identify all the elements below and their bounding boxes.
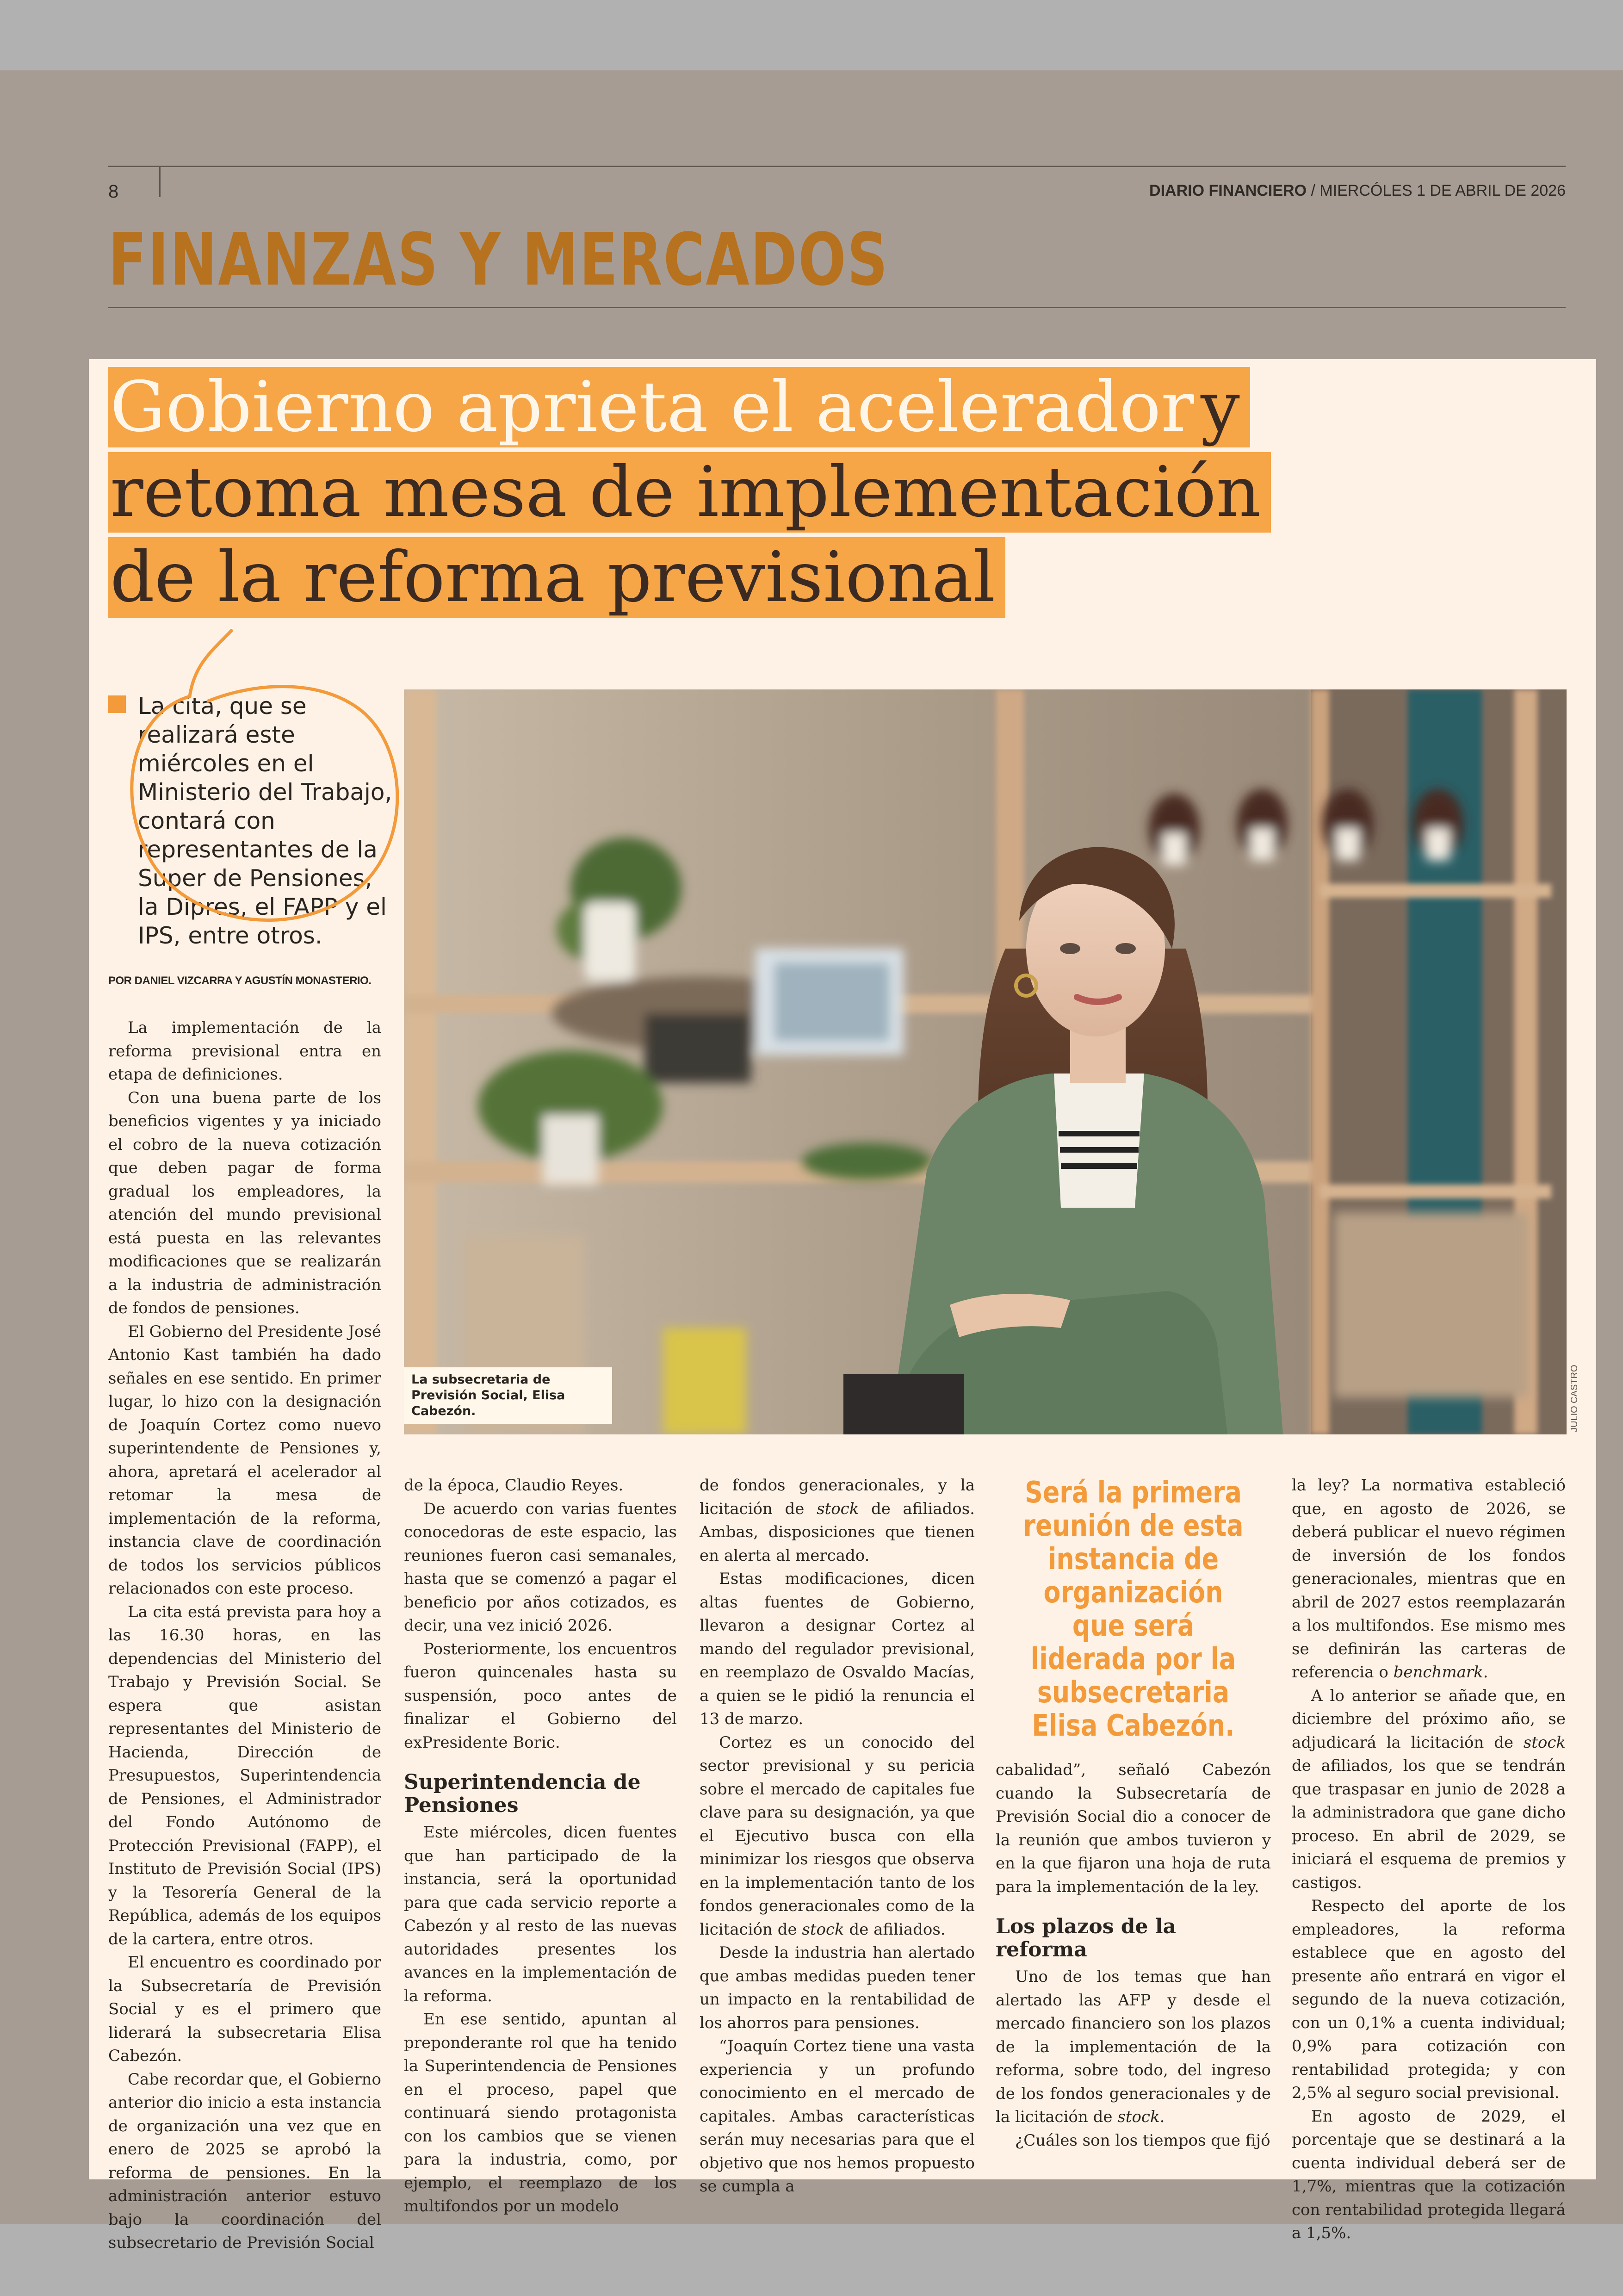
paragraph: ¿Cuáles son los tiempos que fijó xyxy=(1015,2131,1270,2150)
byline: POR DANIEL VIZCARRA Y AGUSTÍN MONASTERIO. xyxy=(108,974,372,987)
section-title: FINANZAS Y MERCADOS xyxy=(108,217,889,302)
header-rule-top xyxy=(108,166,1566,167)
hand-drawn-circle-icon xyxy=(102,627,426,960)
page-number-divider xyxy=(159,166,161,197)
paragraph: Respecto del aporte de los empleadores, la reforma establece que en agosto del presente año entrará en vigor el segundo de la nueva cotización, con un 0,1% a cuenta individual; 0,9% para cotización con rentabilidad protegida; y con 2,5% al seguro social previsional. xyxy=(1292,1897,1566,2102)
paragraph: En ese sentido, apuntan al preponderante rol que ha tenido la Superintendencia de Pensiones en el proceso, papel que continuará siendo protagonista con los cambios que se vienen para la industria, como, por ejemplo, el reemplazo de los multifondos por un modelo xyxy=(404,2010,677,2215)
headline-line-3 xyxy=(108,538,1357,623)
text-run-italic: stock xyxy=(817,1499,859,1518)
masthead-date: / MIERCÓLES 1 DE ABRIL DE 2026 xyxy=(1307,182,1566,199)
paragraph: En agosto de 2029, el porcentaje que se destinará a la cuenta individual deberá ser de 1,7%, mientras que la cotización con rentabilidad protegida llegará a 1,5%. xyxy=(1292,2107,1566,2242)
paragraph: La cita está prevista para hoy a las 16.30 horas, en las dependencias del Ministerio del Trabajo y Previsión Social. Se espera que asistan representantes del Ministerio de Hacienda, Dirección de Presupuestos, Superintendencia de Pensiones, el Administrador del Fondo Autónomo de Protección Previsional (FAPP), el Instituto de Previsión Social (IPS) y la Tesorería General de la República, además de los equipos de la cartera, entre otros. xyxy=(108,1602,381,1948)
article-column-5 xyxy=(1292,1474,1566,2245)
masthead-brand: DIARIO FINANCIERO xyxy=(1149,182,1307,199)
page-number: 8 xyxy=(108,181,119,202)
text-run-italic: stock xyxy=(802,1920,844,1939)
paragraph: La implementación de la reforma previsional entra en etapa de definiciones. xyxy=(108,1018,381,1084)
text-run: de afiliados. Ambas, disposiciones que tienen en alerta al mercado. xyxy=(700,1499,975,1565)
paragraph xyxy=(1292,1684,1566,1895)
paragraph: El encuentro es coordinado por la Subsecretaría de Previsión Social y es el primero que liderará la subsecretaria Elisa Cabezón. xyxy=(108,1953,381,2065)
article-column-1 xyxy=(108,1016,381,2255)
paragraph xyxy=(1292,1474,1566,1684)
paragraph: Desde la industria han alertado que ambas medidas pueden tener un impacto en la rentabilidad de los ahorros para pensiones. xyxy=(700,1943,975,2032)
text-run-italic: benchmark xyxy=(1393,1663,1483,1682)
masthead xyxy=(1149,182,1566,200)
text-run: . xyxy=(1159,2108,1165,2126)
text-run-italic: stock xyxy=(1117,2108,1160,2126)
lead-text: La cita, que se realizará este miércoles en el Ministerio del Trabajo, contará con representantes de la Super de Pensiones, la Dipres, el FAPP y el IPS, entre otros. xyxy=(138,693,392,949)
text-run: de afiliados, los que se tendrán que traspasar en junio de 2028 a la administradora que gane dicho proceso. En abril de 2029, se iniciará el esquema de premios y castigos. xyxy=(1292,1756,1566,1892)
paragraph: Este miércoles, dicen fuentes que han participado de la instancia, será la oportunidad para que cada servicio reporte a Cabezón y al resto de las nuevas autoridades presentes los avances en la implementación de la reforma. xyxy=(404,1823,677,2005)
headline-line-2 xyxy=(108,453,1357,538)
paragraph xyxy=(700,1474,975,1567)
headline xyxy=(108,368,1357,623)
paragraph: De acuerdo con varias fuentes conocedoras de este espacio, las reuniones fueron casi semanales, hasta que se comenzó a pagar el beneficio por años cotizados, es decir, una vez inició 2026. xyxy=(404,1499,677,1635)
photo-caption: La subsecretaria de Previsión Social, Elisa Cabezón. xyxy=(404,1367,612,1424)
paragraph: cabalidad”, señaló Cabezón cuando la Subsecretaría de Previsión Social dio a conocer de la reunión que ambos tuvieron y en la que fijaron una hoja de ruta para la implementación de la ley. xyxy=(996,1761,1271,1896)
text-run-italic: stock xyxy=(1523,1733,1566,1752)
paragraph: “Joaquín Cortez tiene una vasta experiencia y un profundo conocimiento en el mercado de capitales. Ambas características serán muy necesarias para que el objetivo que nos hemos propuesto se cumpla a xyxy=(700,2037,975,2196)
text-run: . xyxy=(1483,1663,1488,1682)
article-photo xyxy=(404,689,1567,1434)
text-run: de afiliados. xyxy=(844,1920,946,1939)
article-column-2 xyxy=(404,1474,677,2218)
headline-line-2-text: retoma mesa de implementación xyxy=(108,452,1271,533)
pull-quote: Será la primera reunión de esta instancia de organización que será liderada por la subsecretaria Elisa Cabezón. xyxy=(1023,1476,1244,1743)
paragraph xyxy=(700,1731,975,1942)
text-run: la ley? La normativa estableció que, en agosto de 2026, se deberá publicar el nuevo régimen de inversión de los fondos generacionales, mientras que en abril de 2027 estos reemplazarán a los multifondos. Ese mismo mes se definirán las carteras de referencia o xyxy=(1292,1476,1566,1682)
subheading: Superintendencia de Pensiones xyxy=(404,1770,641,1817)
paragraph: Estas modificaciones, dicen altas fuentes de Gobierno, llevaron a designar Cortez al mando del regulador previsional, en reemplazo de Osvaldo Macías, a quien se le pidió la renuncia el 13 de marzo. xyxy=(700,1570,975,1728)
headline-highlight: Gobierno aprieta el acelerador xyxy=(108,367,1201,447)
text-run: de fondos generacionales, y la licitación de xyxy=(700,1476,975,1518)
paragraph: Cabe recordar que, el Gobierno anterior dio inicio a esta instancia de organización una vez que en enero de 2025 se aprobó la reforma de pensiones. En la administración anterior estuvo bajo la coordinación del subsecretario de Previsión Social xyxy=(108,2070,381,2252)
photo-credit: JULIO CASTRO xyxy=(1569,1365,1580,1432)
subheading: Los plazos de la reforma xyxy=(996,1915,1177,1961)
article-column-4 xyxy=(996,1758,1271,2152)
text-run: A lo anterior se añade que, en diciembre del próximo año, se adjudicará la licitación de xyxy=(1292,1686,1566,1752)
headline-line-1 xyxy=(108,368,1357,453)
paragraph: El Gobierno del Presidente José Antonio Kast también ha dado señales en ese sentido. En primer lugar, lo hizo con la designación de Joaquín Cortez como nuevo superintendente de Pensiones y, ahora, apretará el acelerador al retomar la mesa de implementación de la reforma, instancia clave de coordinación de todos los servicios públicos relacionados con este proceso. xyxy=(108,1322,381,1598)
header-rule-bottom xyxy=(108,307,1566,308)
text-run: Uno de los temas que han alertado las AFP y desde el mercado financiero son los plazos de la implementación de la reforma, sobre todo, del ingreso de los fondos generacionales y de la licitación de xyxy=(996,1967,1271,2126)
article-column-3 xyxy=(700,1474,975,2198)
paragraph xyxy=(996,1965,1271,2129)
text-run: Cortez es un conocido del sector previsional y su pericia sobre el mercado de capitales fue clave para su designación, ya que el Ejecutivo busca con ella minimizar los riesgos que observa en la implementación tanto de los fondos generacionales como de la licitación de xyxy=(700,1733,975,1939)
headline-line-3-text: de la reforma previsional xyxy=(108,537,1005,618)
paragraph: de la época, Claudio Reyes. xyxy=(404,1476,624,1495)
paragraph: Posteriormente, los encuentros fueron quincenales hasta su suspensión, poco antes de finalizar el Gobierno del exPresidente Boric. xyxy=(404,1639,677,1752)
paragraph: Con una buena parte de los beneficios vigentes y ya iniciado el cobro de la nueva cotización que deben pagar de forma gradual los empleadores, la atención del mundo previsional está puesta en las relevantes modificaciones que se realizarán a la industria de administración de fondos de pensiones. xyxy=(108,1088,381,1317)
headline-line-1-rest: y xyxy=(1201,367,1250,447)
